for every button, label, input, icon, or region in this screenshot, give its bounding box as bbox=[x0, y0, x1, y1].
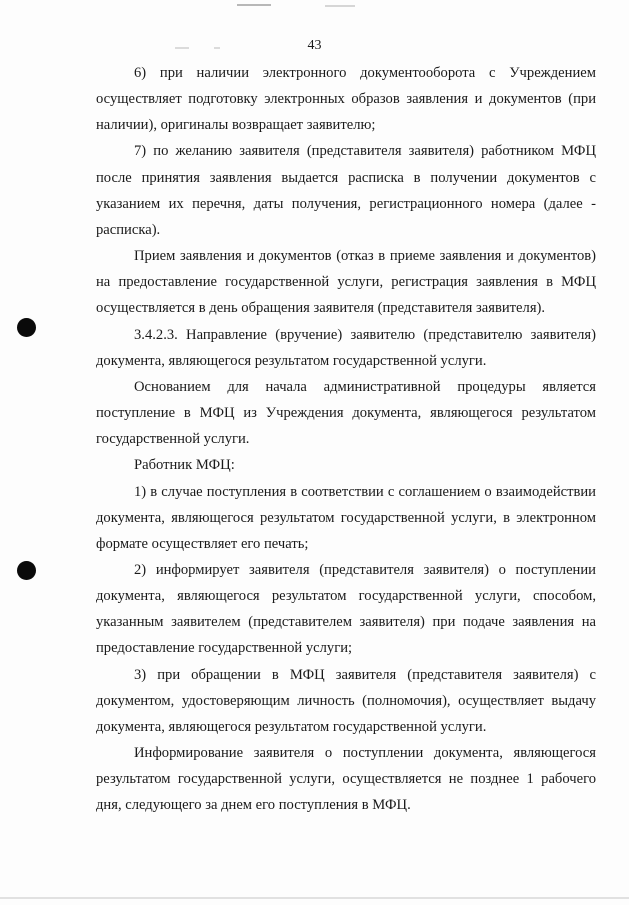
paragraph-worker-heading: Работник МФЦ: bbox=[134, 457, 235, 474]
scan-bottom-edge bbox=[0, 897, 629, 899]
scan-artifact bbox=[237, 4, 271, 6]
paragraph-item-2: 2) информирует заявителя (представителя заявителя) о поступлении документа, являющегося результатом государственной услуги, способом, указанным заявителем (представителем заявителя) при подаче заявления на предоставление государственной услуги; bbox=[96, 561, 596, 657]
punch-hole bbox=[17, 561, 36, 580]
punch-hole bbox=[17, 318, 36, 337]
scan-artifact bbox=[325, 5, 355, 7]
page-number: 43 bbox=[307, 38, 322, 53]
paragraph-informing: Информирование заявителя о поступлении документа, являющегося результатом государственной услуги, осуществляется не позднее 1 рабочего дня, следующего за днем его поступления в МФЦ. bbox=[96, 745, 596, 814]
paragraph-item-7: 7) по желанию заявителя (представителя заявителя) работником МФЦ после принятия заявления выдается расписка в получении документов с указанием их перечня, даты получения, регистрационного номера (далее - расписка). bbox=[96, 143, 596, 238]
paragraph-section-3-4-2-3: 3.4.2.3. Направление (вручение) заявителю (представителю заявителя) документа, являющегося результатом государственной услуги. bbox=[96, 326, 596, 369]
paragraph-item-6: 6) при наличии электронного документооборота с Учреждением осуществляет подготовку электронных образов заявления и документов (при наличии), оригиналы возвращает заявителю; bbox=[96, 65, 596, 134]
paragraph-basis: Основанием для начала административной процедуры является поступление в МФЦ из Учреждения документа, являющегося результатом государственной услуги. bbox=[96, 378, 596, 448]
paragraph-item-3: 3) при обращении в МФЦ заявителя (представителя заявителя) с документом, удостоверяющим личность (полномочия), осуществляет выдачу документа, являющегося результатом государственной услуги. bbox=[96, 666, 596, 735]
paragraph-reception: Прием заявления и документов (отказ в приеме заявления и документов) на предоставление государственной услуги, регистрация заявления в МФЦ осуществляется в день обращения заявителя (представителя заявителя). bbox=[96, 248, 596, 317]
body-text bbox=[96, 60, 596, 819]
paragraph-item-1: 1) в случае поступления в соответствии с соглашением о взаимодействии документа, являющегося результатом государственной услуги, в электронном формате осуществляет его печать; bbox=[96, 483, 596, 552]
